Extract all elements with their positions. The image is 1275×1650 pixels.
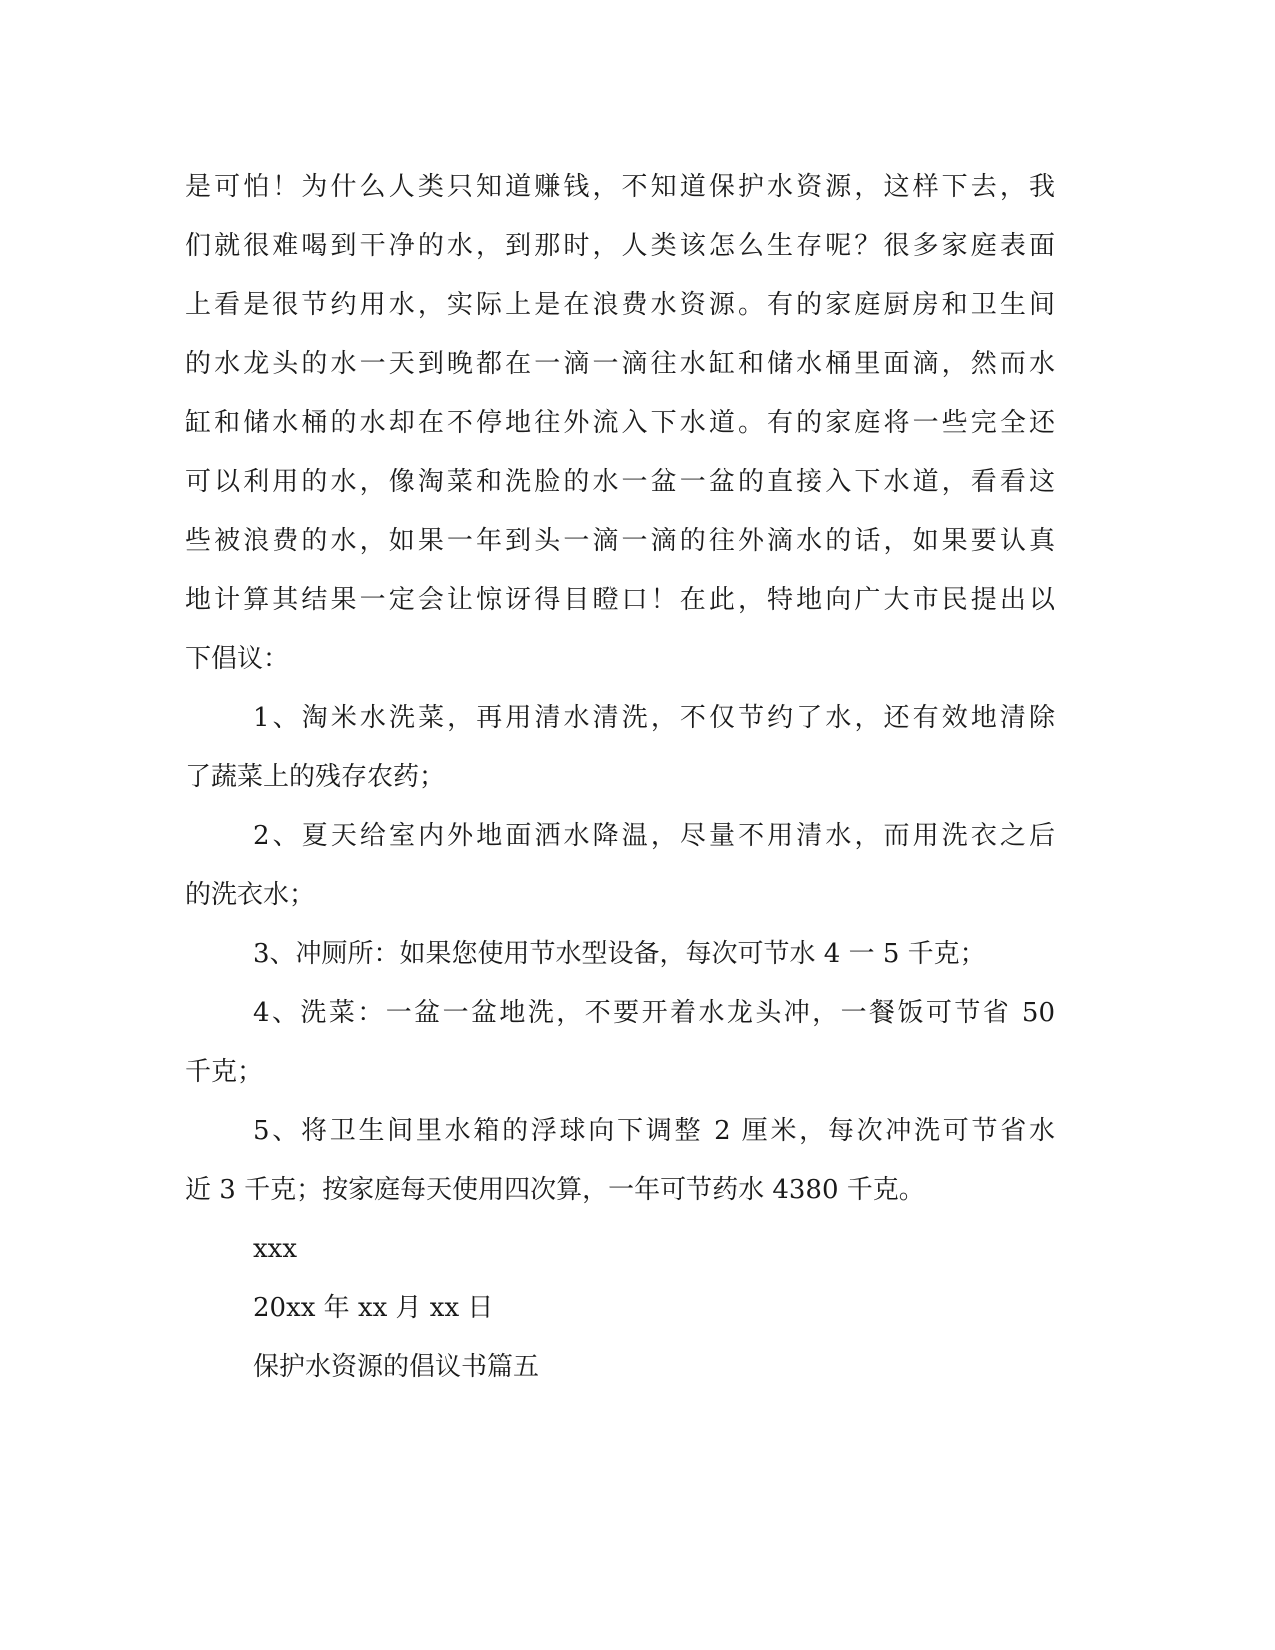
proposal-line: 1、淘米水洗菜，再用清水清洗，不仅节约了水，还有效地清除 (253, 703, 1055, 733)
paragraph-line: 上看是很节约用水，实际上是在浪费水资源。有的家庭厨房和卫生间 (185, 290, 1055, 320)
proposal-line: 千克； (185, 1057, 264, 1087)
paragraph-line: 地计算其结果一定会让惊讶得目瞪口！在此，特地向广大市民提出以 (185, 585, 1055, 615)
document-body (185, 158, 1055, 1397)
paragraph-line: 缸和储水桶的水却在不停地往外流入下水道。有的家庭将一些完全还 (185, 408, 1055, 438)
paragraph-line: 的水龙头的水一天到晚都在一滴一滴往水缸和储水桶里面滴，然而水 (185, 349, 1055, 379)
paragraph-line: 们就很难喝到干净的水，到那时，人类该怎么生存呢？很多家庭表面 (185, 231, 1055, 261)
proposal-item-4 (185, 984, 1055, 1102)
proposal-line: 4、洗菜：一盆一盆地洗，不要开着水龙头冲，一餐饭可节省 50 (253, 998, 1055, 1028)
proposal-line: 的洗衣水； (185, 880, 316, 910)
paragraph-line: 下倡议： (185, 644, 290, 674)
proposal-item-3 (185, 925, 1055, 984)
proposal-item-1 (185, 689, 1055, 807)
proposal-line: 近 3 千克；按家庭每天使用四次算，一年可节药水 4380 千克。 (185, 1175, 925, 1205)
proposal-item-2 (185, 807, 1055, 925)
proposal-line: 2、夏天给室内外地面洒水降温，尽量不用清水，而用洗衣之后 (253, 821, 1055, 851)
next-section-heading: 保护水资源的倡议书篇五 (253, 1352, 540, 1382)
proposal-line: 3、冲厕所：如果您使用节水型设备，每次可节水 4 一 5 千克； (253, 939, 986, 969)
paragraph-line: 些被浪费的水，如果一年到头一滴一滴的往外滴水的话，如果要认真 (185, 526, 1055, 556)
proposal-line: 5、将卫生间里水箱的浮球向下调整 2 厘米，每次冲洗可节省水 (253, 1116, 1055, 1146)
signature: xxx (253, 1234, 297, 1264)
opening-paragraph (185, 158, 1055, 689)
date: 20xx 年 xx 月 xx 日 (253, 1293, 494, 1323)
paragraph-line: 可以利用的水，像淘菜和洗脸的水一盆一盆的直接入下水道，看看这 (185, 467, 1055, 497)
paragraph-line: 是可怕！为什么人类只知道赚钱，不知道保护水资源，这样下去，我 (185, 172, 1055, 202)
proposal-line: 了蔬菜上的残存农药； (185, 762, 446, 792)
proposal-item-5 (185, 1102, 1055, 1220)
